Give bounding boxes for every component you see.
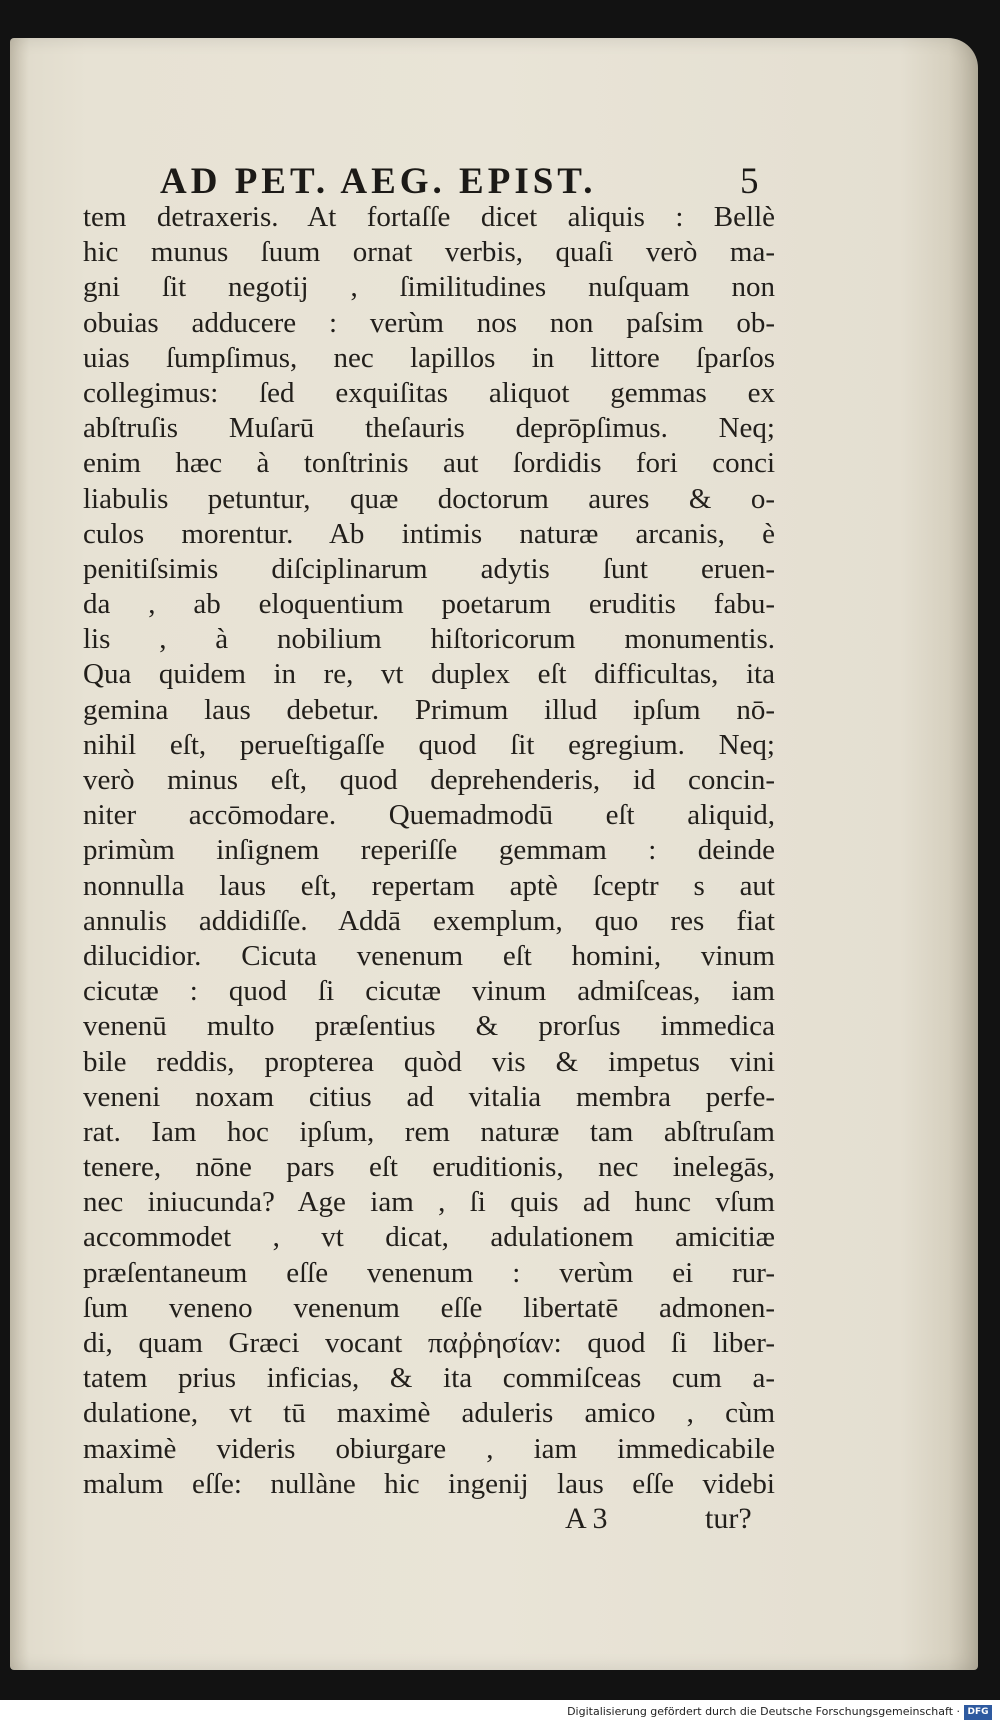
text-line: di, quam Græci vocant παῤῥησίαν: quod ſi liber- <box>83 1327 775 1359</box>
text-line: malum eſſe: nullàne hic ingenij laus eſſe videbi <box>83 1467 775 1500</box>
text-line: nihil eſt, perueſtigaſſe quod ſit egregium. Neq; <box>83 728 775 761</box>
text-line: enim hæc à tonſtrinis aut ſordidis fori conci <box>83 447 775 480</box>
text-line: venenū multo præſentius & prorſus immedica <box>83 1010 775 1043</box>
text-line: annulis addidiſſe. Addā exemplum, quo res fiat <box>83 904 775 937</box>
text-line: rat. Iam hoc ipſum, rem naturæ tam abſtruſam <box>83 1115 775 1148</box>
text-line: uias ſumpſimus, nec lapillos in littore ſparſos <box>83 341 775 374</box>
text-line: verò minus eſt, quod deprehenderis, id concin- <box>83 764 775 796</box>
body-text <box>83 200 775 1502</box>
credit-bar <box>0 1700 1000 1726</box>
text-line: abſtruſis Muſarū theſauris deprōpſimus. Neq; <box>83 412 775 445</box>
text-line: gni ſit negotij , ſimilitudines nuſquam non <box>83 271 775 304</box>
text-line: primùm inſignem reperiſſe gemmam : deinde <box>83 834 775 867</box>
text-line: ſum veneno venenum eſſe libertatē admonen- <box>83 1291 775 1324</box>
text-line: bile reddis, propterea quòd vis & impetus vini <box>83 1045 775 1078</box>
text-line: nonnulla laus eſt, repertam aptè ſceptr s aut <box>83 869 775 902</box>
text-line: cicutæ : quod ſi cicutæ vinum admiſceas, iam <box>83 975 775 1008</box>
text-line: niter accōmodare. Quemadmodū eſt aliquid, <box>83 799 775 832</box>
text-line: dulatione, vt tū maximè aduleris amico , cùm <box>83 1397 775 1430</box>
text-line: lis , à nobilium hiſtoricorum monumentis. <box>83 623 775 656</box>
text-line: tem detraxeris. At fortaſſe dicet aliquis : Bellè <box>83 201 775 233</box>
text-line: da , ab eloquentium poetarum eruditis fabu- <box>83 588 775 621</box>
text-line: præſentaneum eſſe venenum : verùm ei rur- <box>83 1256 775 1289</box>
text-line: culos morentur. Ab intimis naturæ arcanis, è <box>83 517 775 550</box>
credit-text: Digitalisierung gefördert durch die Deutsche Forschungsgemeinschaft · <box>567 1705 960 1718</box>
text-line: veneni noxam citius ad vitalia membra perfe- <box>83 1080 775 1113</box>
page-number: 5 <box>740 161 759 202</box>
text-line: tatem prius inficias, & ita commiſceas cum a- <box>83 1362 775 1395</box>
dfg-logo-icon: DFG <box>964 1705 992 1720</box>
text-line: maximè videris obiurgare , iam immedicabile <box>83 1432 775 1465</box>
text-line: liabulis petuntur, quæ doctorum aures & o- <box>83 482 775 515</box>
text-line: nec iniucunda? Age iam , ſi quis ad hunc vſum <box>83 1186 775 1219</box>
catchword: tur? <box>705 1502 752 1535</box>
text-line: penitiſsimis diſciplinarum adytis ſunt eruen- <box>83 552 775 585</box>
text-line: obuias adducere : verùm nos non paſsim ob- <box>83 306 775 339</box>
signature-mark: A 3 <box>565 1502 608 1535</box>
running-header: AD PET. AEG. EPIST. <box>160 161 597 202</box>
text-line: dilucidior. Cicuta venenum eſt homini, vinum <box>83 939 775 972</box>
text-line: accommodet , vt dicat, adulationem amicitiæ <box>83 1221 775 1254</box>
text-line: hic munus ſuum ornat verbis, quaſi verò ma- <box>83 236 775 269</box>
text-line: tenere, nōne pars eſt eruditionis, nec inelegās, <box>83 1151 775 1184</box>
text-line: gemina laus debetur. Primum illud ipſum nō- <box>83 693 775 726</box>
text-line: collegimus: ſed exquiſitas aliquot gemmas ex <box>83 376 775 409</box>
text-line: Qua quidem in re, vt duplex eſt difficultas, ita <box>83 658 775 691</box>
